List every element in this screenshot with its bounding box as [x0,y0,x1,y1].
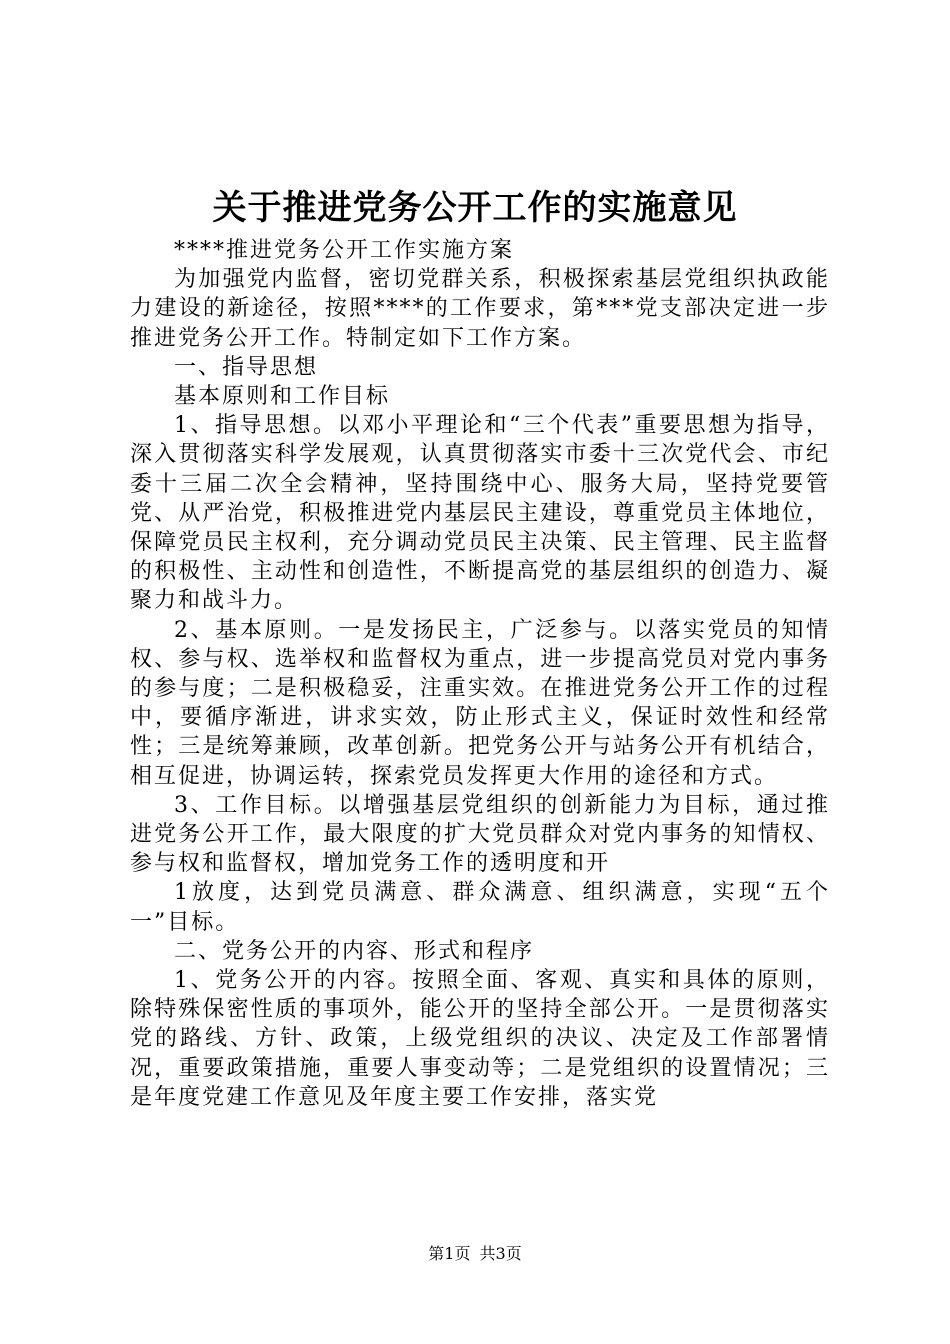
paragraph-section-2-heading: 二、党务公开的内容、形式和程序 [174,938,535,964]
paragraph-section-1-heading: 一、指导思想 [174,354,319,380]
page-total: 共3页 [479,1244,522,1263]
paragraph-work-goals: 3、工作目标。以增强基层党组织的创新能力为目标，通过推进党务公开工作，最大限度的扩大党员群众对党内事务的知情权、参与权和监督权，增加党务工作的透明度和开 [130,792,830,877]
paragraph-work-goals-continued: 1放度，达到党员满意、群众满意、组织满意，实现“五个一”目标。 [130,880,830,935]
page-footer [0,1244,950,1264]
paragraph-disclosure-content: 1、党务公开的内容。按照全面、客观、真实和具体的原则，除特殊保密性质的事项外，能公开的坚持全部公开。一是贯彻落实党的路线、方针、政策，上级党组织的决议、决定及工作部署情况，重要政策措施，重要人事变动等；二是党组织的设置情况；三是年度党建工作意见及年度主要工作安排，落实党 [130,968,830,1110]
paragraph-guiding-thought: 1、指导思想。以邓小平理论和“三个代表”重要思想为指导，深入贯彻落实科学发展观，认真贯彻落实市委十三次党代会、市纪委十三届二次全会精神，坚持围绕中心、服务大局，坚持党要管党、从严治党，积极推进党内基层民主建设，尊重党员主体地位，保障党员民主权利，充分调动党员民主决策、民主管理、民主监督的积极性、主动性和创造性，不断提高党的基层组织的创造力、凝聚力和战斗力。 [130,413,830,614]
document-title: 关于推进党务公开工作的实施意见 [212,188,738,228]
document-body [130,236,830,1112]
page-number: 第1页 [428,1244,471,1263]
paragraph-section-1-subheading: 基本原则和工作目标 [174,384,391,410]
paragraph-basic-principles: 2、基本原则。一是发扬民主，广泛参与。以落实党员的知情权、参与权、选举权和监督权为重点，进一步提高党员对党内事务的参与度；二是积极稳妥，注重实效。在推进党务公开工作的过程中，要循序渐进，讲求实效，防止形式主义，保证时效性和经常性；三是统筹兼顾，改革创新。把党务公开与站务公开有机结合，相互促进，协调运转，探索党员发挥更大作用的途径和方式。 [130,617,830,789]
paragraph-intro: 为加强党内监督，密切党群关系，积极探索基层党组织执政能力建设的新途径，按照****的工作要求，第***党支部决定进一步推进党务公开工作。特制定如下工作方案。 [130,267,830,351]
paragraph-plan-heading: ****推进党务公开工作实施方案 [174,238,515,263]
